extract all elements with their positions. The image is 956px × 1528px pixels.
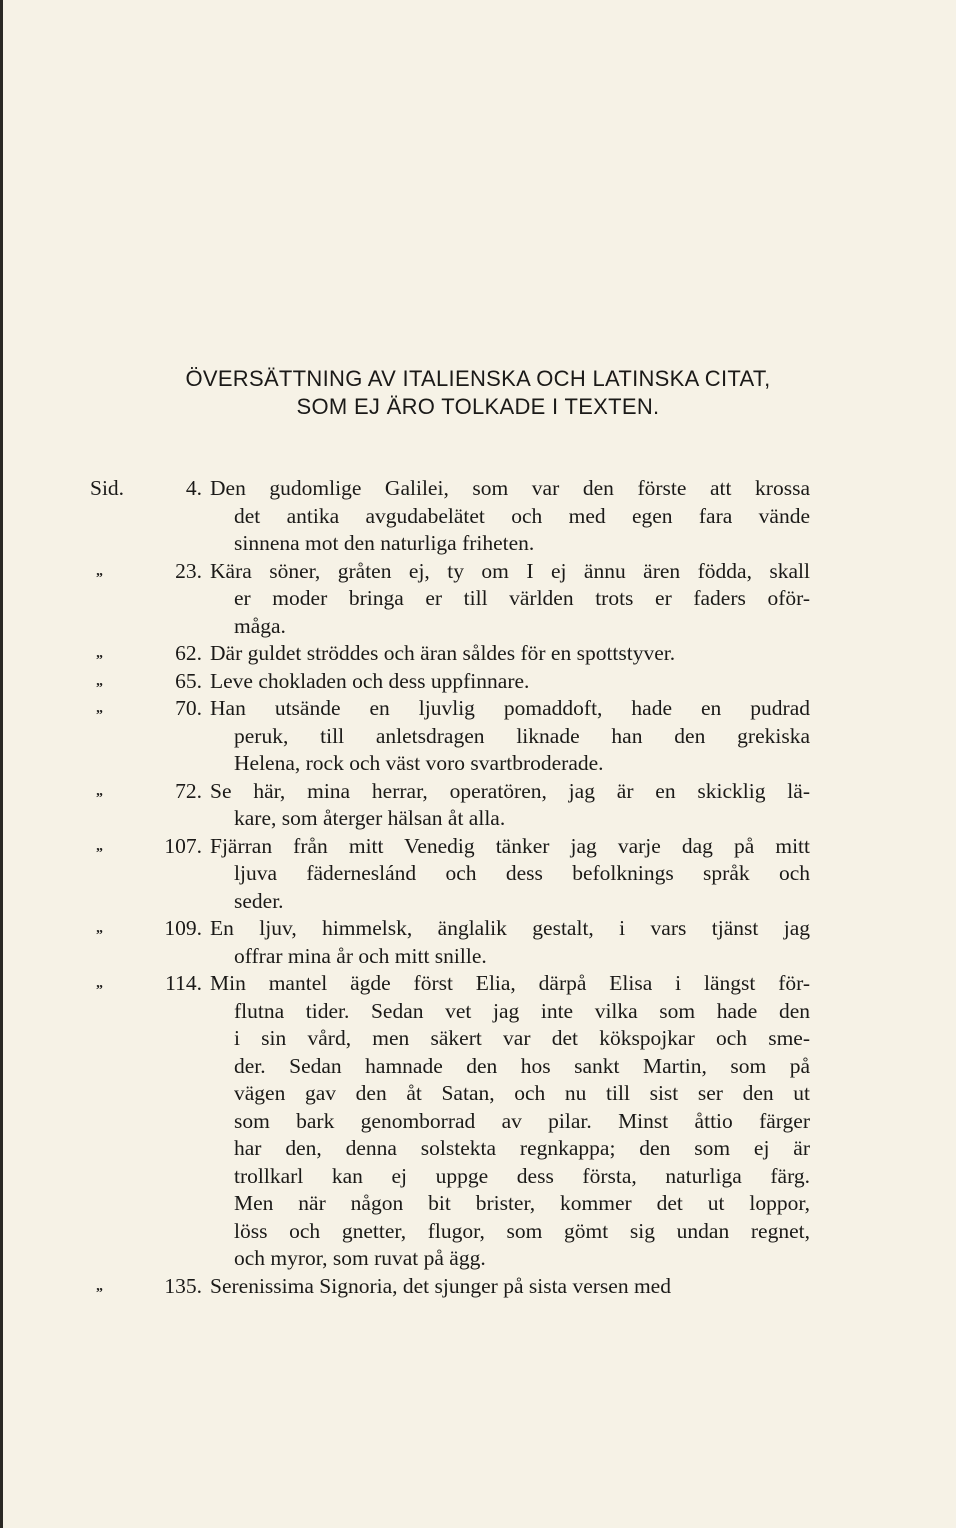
title-line-1: ÖVERSÄTTNING AV ITALIENSKA OCH LATINSKA CITAT, xyxy=(185,366,771,391)
page-number: 72. xyxy=(175,778,202,803)
page-number: 23. xyxy=(175,558,202,583)
text-line: det antika avgudabelätet och med egen fara vände xyxy=(234,503,810,528)
text-line: Fjärran från mitt Venedig tänker jag varje dag på mitt xyxy=(210,833,810,858)
translation-text xyxy=(210,833,810,916)
page-number: 70. xyxy=(175,696,202,720)
page-edge xyxy=(0,0,3,1528)
ditto-mark: „ xyxy=(96,976,103,991)
page-number: 135. xyxy=(164,1273,202,1298)
translation-text xyxy=(210,1273,810,1301)
text-line: sinnena mot den naturliga friheten. xyxy=(234,531,535,555)
text-line: Kära söner, gråten ej, ty om I ej ännu ären födda, skall xyxy=(210,558,810,583)
citation-list xyxy=(90,475,810,1300)
text-line: peruk, till anletsdragen liknade han den grekiska xyxy=(234,723,810,748)
text-line: Men när någon bit brister, kommer det ut loppor, xyxy=(234,1191,810,1215)
page-title xyxy=(0,365,956,421)
text-line: der. Sedan hamnade den hos sankt Martin, som på xyxy=(234,1053,810,1078)
translation-text xyxy=(210,640,810,668)
text-line: seder. xyxy=(234,888,284,913)
text-line: flutna tider. Sedan vet jag inte vilka som hade den xyxy=(234,998,810,1023)
ditto-mark: „ xyxy=(96,701,103,716)
text-line: löss och gnetter, flugor, som gömt sig undan regnet, xyxy=(234,1218,810,1243)
translation-text xyxy=(210,778,810,833)
translation-text xyxy=(210,970,810,1273)
text-line: har den, denna solstekta regnkappa; den som ej är xyxy=(234,1136,810,1160)
page-number: 107. xyxy=(164,833,202,858)
text-line: vägen gav den åt Satan, och nu till sist ser den ut xyxy=(234,1081,810,1105)
ditto-mark: „ xyxy=(96,563,103,579)
page-number: 114. xyxy=(165,971,202,995)
citation-entry xyxy=(90,970,810,1273)
text-line: ljuva fäderneslánd och dess befolknings språk och xyxy=(234,861,810,885)
text-line: trollkarl kan ej uppge dess första, naturliga färg. xyxy=(234,1163,810,1188)
translation-text xyxy=(210,668,810,696)
ditto-mark: „ xyxy=(96,921,103,936)
ditto-mark: „ xyxy=(96,1278,103,1294)
text-line: Den gudomlige Galilei, som var den förste att krossa xyxy=(210,476,810,500)
translation-text xyxy=(210,695,810,778)
text-line: och myror, som ruvat på ägg. xyxy=(234,1246,486,1270)
citation-entry xyxy=(90,695,810,778)
page-number: 62. xyxy=(175,641,202,665)
citation-entry xyxy=(90,778,810,833)
text-line: som bark genomborrad av pilar. Minst åttio färger xyxy=(234,1108,810,1133)
ditto-mark: „ xyxy=(96,838,103,854)
text-line: kare, som återger hälsan åt alla. xyxy=(234,806,506,830)
text-line: er moder bringa er till världen trots er faders oför- xyxy=(234,586,810,610)
text-line: Han utsände en ljuvlig pomaddoft, hade en pudrad xyxy=(210,696,810,720)
ditto-mark: „ xyxy=(96,673,103,689)
citation-entry xyxy=(90,1273,810,1301)
text-line: Min mantel ägde först Elia, därpå Elisa i längst för- xyxy=(210,971,810,995)
page-prefix: Sid. xyxy=(90,476,125,500)
title-line-2: SOM EJ ÄRO TOLKADE I TEXTEN. xyxy=(296,394,660,419)
citation-entry xyxy=(90,475,810,558)
text-line: En ljuv, himmelsk, änglalik gestalt, i vars tjänst jag xyxy=(210,916,810,940)
text-line: Serenissima Signoria, det sjunger på sista versen med xyxy=(210,1273,671,1298)
citation-entry xyxy=(90,915,810,970)
ditto-mark: „ xyxy=(96,646,103,661)
citation-entry xyxy=(90,833,810,916)
page-number: 4. xyxy=(185,476,202,500)
text-line: Helena, rock och väst voro svartbroderade. xyxy=(234,751,604,775)
citation-entry xyxy=(90,668,810,696)
translation-text xyxy=(210,475,810,558)
translation-text xyxy=(210,558,810,641)
page-number: 65. xyxy=(175,668,202,693)
text-line: Där guldet ströddes och äran såldes för en spottstyver. xyxy=(210,641,676,665)
text-line: offrar mina år och mitt snille. xyxy=(234,943,487,968)
translation-text xyxy=(210,915,810,970)
text-line: i sin vård, men säkert var det kökspojkar och sme- xyxy=(234,1026,810,1050)
text-line: Se här, mina herrar, operatören, jag är en skicklig lä- xyxy=(210,778,810,803)
text-line: Leve chokladen och dess uppfinnare. xyxy=(210,668,530,693)
citation-entry xyxy=(90,558,810,641)
page-number: 109. xyxy=(164,916,202,940)
ditto-mark: „ xyxy=(96,783,103,799)
citation-entry xyxy=(90,640,810,668)
text-line: måga. xyxy=(234,613,286,638)
